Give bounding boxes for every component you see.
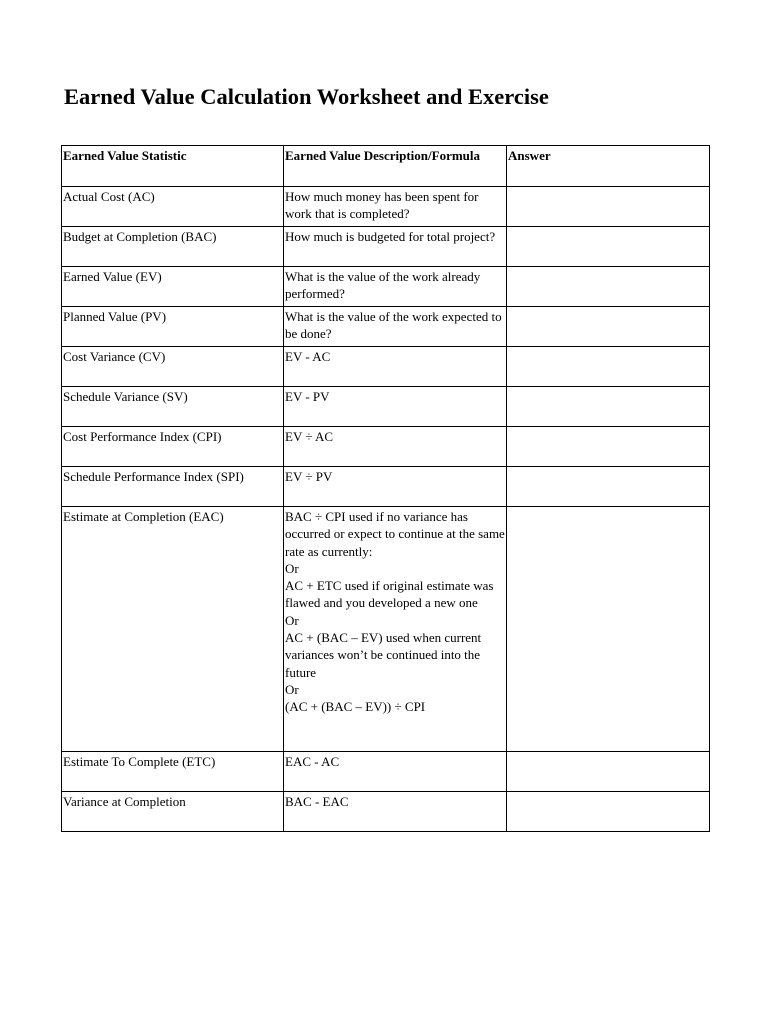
formula-line: AC + (BAC – EV) used when current variances won’t be continued into the future: [285, 630, 482, 680]
statistic-cell: Cost Performance Index (CPI): [62, 427, 284, 467]
statistic-cell: Schedule Variance (SV): [62, 387, 284, 427]
formula-separator: Or: [285, 612, 299, 628]
table-row: [62, 347, 710, 387]
answer-cell[interactable]: [507, 307, 710, 347]
statistic-cell: Earned Value (EV): [62, 267, 284, 307]
column-header-answer: Answer: [507, 146, 710, 187]
description-cell: What is the value of the work already performed?: [284, 267, 507, 307]
table-row: [62, 507, 710, 752]
answer-cell[interactable]: [507, 187, 710, 227]
statistic-cell: Budget at Completion (BAC): [62, 227, 284, 267]
statistic-cell: Actual Cost (AC): [62, 187, 284, 227]
answer-cell[interactable]: [507, 467, 710, 507]
table-row: [62, 792, 710, 832]
answer-cell[interactable]: [507, 267, 710, 307]
table-row: [62, 187, 710, 227]
table-row: [62, 267, 710, 307]
statistic-cell: Estimate To Complete (ETC): [62, 752, 284, 792]
table-row: [62, 387, 710, 427]
description-cell: EV ÷ PV: [284, 467, 507, 507]
statistic-cell: Schedule Performance Index (SPI): [62, 467, 284, 507]
description-cell: EV - PV: [284, 387, 507, 427]
table-row: [62, 427, 710, 467]
column-header-description: Earned Value Description/Formula: [284, 146, 507, 187]
description-cell: EV - AC: [284, 347, 507, 387]
answer-cell[interactable]: [507, 227, 710, 267]
statistic-cell: Estimate at Completion (EAC): [62, 507, 284, 752]
formula-separator: Or: [285, 560, 299, 576]
formula-line: BAC ÷ CPI used if no variance has occurred or expect to continue at the same rate as currently:: [285, 509, 505, 559]
table-row: [62, 307, 710, 347]
formula-separator: Or: [285, 681, 299, 697]
description-cell: EV ÷ AC: [284, 427, 507, 467]
statistic-cell: Planned Value (PV): [62, 307, 284, 347]
answer-cell[interactable]: [507, 752, 710, 792]
table-header-row: [62, 146, 710, 187]
description-cell: [284, 507, 507, 752]
formula-line: (AC + (BAC – EV)) ÷ CPI: [285, 699, 426, 715]
answer-cell[interactable]: [507, 427, 710, 467]
description-cell: How much money has been spent for work that is completed?: [284, 187, 507, 227]
statistic-cell: Variance at Completion: [62, 792, 284, 832]
table-row: [62, 227, 710, 267]
page-title: Earned Value Calculation Worksheet and Exercise: [64, 84, 549, 109]
description-cell: EAC - AC: [284, 752, 507, 792]
answer-cell[interactable]: [507, 387, 710, 427]
description-cell: How much is budgeted for total project?: [284, 227, 507, 267]
answer-cell[interactable]: [507, 792, 710, 832]
description-cell: BAC - EAC: [284, 792, 507, 832]
column-header-statistic: Earned Value Statistic: [62, 146, 284, 187]
answer-cell[interactable]: [507, 347, 710, 387]
description-cell: What is the value of the work expected to be done?: [284, 307, 507, 347]
statistic-cell: Cost Variance (CV): [62, 347, 284, 387]
formula-line: AC + ETC used if original estimate was flawed and you developed a new one: [285, 578, 494, 611]
earned-value-table: [61, 145, 710, 832]
answer-cell[interactable]: [507, 507, 710, 752]
table-row: [62, 752, 710, 792]
table-row: [62, 467, 710, 507]
